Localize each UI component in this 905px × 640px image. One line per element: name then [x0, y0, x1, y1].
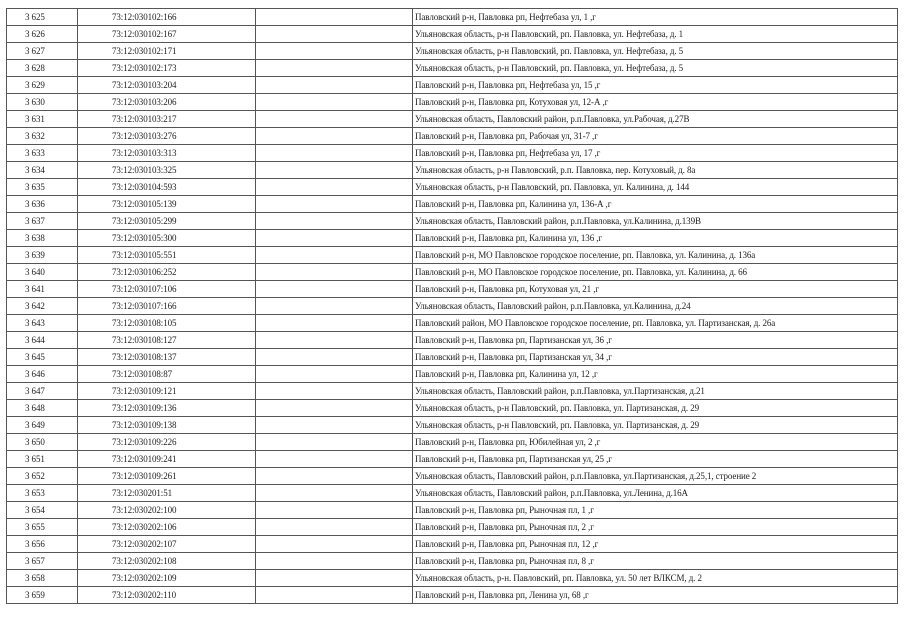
table-row	[7, 451, 898, 468]
table-row	[7, 60, 898, 77]
cadastral-number-cell: 73:12:030102:166	[78, 9, 256, 26]
address-cell: Ульяновская область, р-н. Павловский, рп. Павловка, ул. 50 лет ВЛКСМ, д. 2	[413, 570, 898, 587]
address-cell: Павловский р-н, Павловка рп, Нефтебаза ул, 15 ,г	[413, 77, 898, 94]
address-cell: Павловский р-н, Павловка рп, Нефтебаза ул, 17 ,г	[413, 145, 898, 162]
cadastral-number-cell: 73:12:030109:121	[78, 383, 256, 400]
empty-cell	[256, 332, 413, 349]
empty-cell	[256, 179, 413, 196]
cadastral-number-cell: 73:12:030108:105	[78, 315, 256, 332]
address-cell: Павловский р-н, Павловка рп, Котуховая ул, 12-А ,г	[413, 94, 898, 111]
address-cell: Павловский р-н, Павловка рп, Юбилейная ул, 2 ,г	[413, 434, 898, 451]
row-number-cell: 3 644	[7, 332, 78, 349]
row-number-cell: 3 633	[7, 145, 78, 162]
cadastral-number-cell: 73:12:030107:166	[78, 298, 256, 315]
cadastral-number-cell: 73:12:030103:276	[78, 128, 256, 145]
row-number-cell: 3 625	[7, 9, 78, 26]
cadastral-number-cell: 73:12:030102:167	[78, 26, 256, 43]
table-row	[7, 162, 898, 179]
cadastral-number-cell: 73:12:030202:108	[78, 553, 256, 570]
cadastral-number-cell: 73:12:030104:593	[78, 179, 256, 196]
address-cell: Павловский р-н, Павловка рп, Нефтебаза ул, 1 ,г	[413, 9, 898, 26]
empty-cell	[256, 77, 413, 94]
table-row	[7, 570, 898, 587]
table-row	[7, 43, 898, 60]
empty-cell	[256, 264, 413, 281]
cadastral-number-cell: 73:12:030109:226	[78, 434, 256, 451]
table-row	[7, 9, 898, 26]
row-number-cell: 3 631	[7, 111, 78, 128]
empty-cell	[256, 417, 413, 434]
table-row	[7, 315, 898, 332]
table-row	[7, 281, 898, 298]
cadastral-number-cell: 73:12:030109:241	[78, 451, 256, 468]
row-number-cell: 3 632	[7, 128, 78, 145]
address-cell: Павловский р-н, Павловка рп, Котуховая ул, 21 ,г	[413, 281, 898, 298]
cadastral-number-cell: 73:12:030105:299	[78, 213, 256, 230]
row-number-cell: 3 626	[7, 26, 78, 43]
cadastral-number-cell: 73:12:030109:261	[78, 468, 256, 485]
row-number-cell: 3 645	[7, 349, 78, 366]
row-number-cell: 3 647	[7, 383, 78, 400]
table-row	[7, 349, 898, 366]
table-row	[7, 94, 898, 111]
address-cell: Павловский р-н, МО Павловское городское поселение, рп. Павловка, ул. Калинина, д. 66	[413, 264, 898, 281]
address-cell: Павловский р-н, МО Павловское городское поселение, рп. Павловка, ул. Калинина, д. 136а	[413, 247, 898, 264]
row-number-cell: 3 649	[7, 417, 78, 434]
address-cell: Ульяновская область, Павловский район, р.п.Павловка, ул.Ленина, д.16А	[413, 485, 898, 502]
cadastral-number-cell: 73:12:030108:127	[78, 332, 256, 349]
address-cell: Павловский р-н, Павловка рп, Калинина ул, 12 ,г	[413, 366, 898, 383]
empty-cell	[256, 26, 413, 43]
address-cell: Ульяновская область, Павловский район, р.п.Павловка, ул.Калинина, д.24	[413, 298, 898, 315]
address-cell: Павловский р-н, Павловка рп, Калинина ул, 136-А ,г	[413, 196, 898, 213]
cadastral-number-cell: 73:12:030106:252	[78, 264, 256, 281]
cadastral-number-cell: 73:12:030105:139	[78, 196, 256, 213]
empty-cell	[256, 43, 413, 60]
empty-cell	[256, 9, 413, 26]
address-cell: Ульяновская область, Павловский район, р.п.Павловка, ул.Калинина, д.139В	[413, 213, 898, 230]
address-cell: Ульяновская область, Павловский район, р.п.Павловка, ул.Партизанская, д.21	[413, 383, 898, 400]
empty-cell	[256, 111, 413, 128]
row-number-cell: 3 652	[7, 468, 78, 485]
row-number-cell: 3 646	[7, 366, 78, 383]
address-cell: Павловский р-н, Павловка рп, Рыночная пл, 1 ,г	[413, 502, 898, 519]
row-number-cell: 3 656	[7, 536, 78, 553]
row-number-cell: 3 653	[7, 485, 78, 502]
address-cell: Ульяновская область, р-н Павловский, рп. Павловка, ул. Калинина, д. 144	[413, 179, 898, 196]
row-number-cell: 3 639	[7, 247, 78, 264]
table-row	[7, 485, 898, 502]
table-row	[7, 230, 898, 247]
address-cell: Ульяновская область, р-н Павловский, рп. Павловка, ул. Нефтебаза, д. 5	[413, 60, 898, 77]
row-number-cell: 3 659	[7, 587, 78, 604]
cadastral-number-cell: 73:12:030202:110	[78, 587, 256, 604]
table-row	[7, 77, 898, 94]
empty-cell	[256, 247, 413, 264]
table-row	[7, 468, 898, 485]
address-cell: Ульяновская область, р-н Павловский, рп. Павловка, ул. Партизанская, д. 29	[413, 400, 898, 417]
empty-cell	[256, 468, 413, 485]
empty-cell	[256, 94, 413, 111]
empty-cell	[256, 587, 413, 604]
table-row	[7, 145, 898, 162]
row-number-cell: 3 630	[7, 94, 78, 111]
address-cell: Ульяновская область, р-н Павловский, рп. Павловка, ул. Партизанская, д. 29	[413, 417, 898, 434]
empty-cell	[256, 502, 413, 519]
row-number-cell: 3 638	[7, 230, 78, 247]
row-number-cell: 3 642	[7, 298, 78, 315]
empty-cell	[256, 519, 413, 536]
address-cell: Павловский р-н, Павловка рп, Рабочая ул, 31-7 ,г	[413, 128, 898, 145]
table-row	[7, 213, 898, 230]
address-cell: Ульяновская область, Павловский район, р.п.Павловка, ул.Партизанская, д.25,1, строение 2	[413, 468, 898, 485]
address-cell: Павловский р-н, Павловка рп, Ленина ул, 68 ,г	[413, 587, 898, 604]
cadastral-number-cell: 73:12:030103:217	[78, 111, 256, 128]
table-row	[7, 196, 898, 213]
empty-cell	[256, 485, 413, 502]
table-row	[7, 434, 898, 451]
address-cell: Ульяновская область, р-н Павловский, рп. Павловка, ул. Нефтебаза, д. 1	[413, 26, 898, 43]
address-cell: Павловский р-н, Павловка рп, Партизанская ул, 36 ,г	[413, 332, 898, 349]
table-row	[7, 587, 898, 604]
empty-cell	[256, 145, 413, 162]
cadastral-number-cell: 73:12:030202:107	[78, 536, 256, 553]
table-row	[7, 553, 898, 570]
empty-cell	[256, 281, 413, 298]
row-number-cell: 3 643	[7, 315, 78, 332]
row-number-cell: 3 636	[7, 196, 78, 213]
empty-cell	[256, 366, 413, 383]
table-row	[7, 298, 898, 315]
row-number-cell: 3 627	[7, 43, 78, 60]
address-cell: Павловский р-н, Павловка рп, Калинина ул, 136 ,г	[413, 230, 898, 247]
empty-cell	[256, 162, 413, 179]
row-number-cell: 3 635	[7, 179, 78, 196]
cadastral-number-cell: 73:12:030105:300	[78, 230, 256, 247]
empty-cell	[256, 536, 413, 553]
row-number-cell: 3 629	[7, 77, 78, 94]
cadastral-number-cell: 73:12:030103:204	[78, 77, 256, 94]
cadastral-number-cell: 73:12:030202:100	[78, 502, 256, 519]
address-cell: Павловский р-н, Павловка рп, Партизанская ул, 34 ,г	[413, 349, 898, 366]
empty-cell	[256, 315, 413, 332]
cadastral-number-cell: 73:12:030202:106	[78, 519, 256, 536]
address-cell: Павловский район, МО Павловское городское поселение, рп. Павловка, ул. Партизанская, д. 26а	[413, 315, 898, 332]
address-cell: Ульяновская область, р-н Павловский, рп. Павловка, ул. Нефтебаза, д. 5	[413, 43, 898, 60]
table-row	[7, 247, 898, 264]
table-row	[7, 264, 898, 281]
register-table-body	[7, 9, 898, 604]
register-table	[6, 8, 898, 604]
address-cell: Ульяновская область, Павловский район, р.п.Павловка, ул.Рабочая, д.27В	[413, 111, 898, 128]
empty-cell	[256, 196, 413, 213]
address-cell: Павловский р-н, Павловка рп, Рыночная пл, 8 ,г	[413, 553, 898, 570]
row-number-cell: 3 648	[7, 400, 78, 417]
address-cell: Павловский р-н, Павловка рп, Партизанская ул, 25 ,г	[413, 451, 898, 468]
row-number-cell: 3 650	[7, 434, 78, 451]
cadastral-number-cell: 73:12:030109:136	[78, 400, 256, 417]
empty-cell	[256, 298, 413, 315]
address-cell: Павловский р-н, Павловка рп, Рыночная пл, 2 ,г	[413, 519, 898, 536]
cadastral-number-cell: 73:12:030202:109	[78, 570, 256, 587]
cadastral-number-cell: 73:12:030103:206	[78, 94, 256, 111]
empty-cell	[256, 213, 413, 230]
cadastral-number-cell: 73:12:030107:106	[78, 281, 256, 298]
cadastral-number-cell: 73:12:030102:171	[78, 43, 256, 60]
empty-cell	[256, 451, 413, 468]
table-row	[7, 519, 898, 536]
table-row	[7, 332, 898, 349]
empty-cell	[256, 60, 413, 77]
empty-cell	[256, 400, 413, 417]
empty-cell	[256, 230, 413, 247]
empty-cell	[256, 128, 413, 145]
cadastral-number-cell: 73:12:030105:551	[78, 247, 256, 264]
row-number-cell: 3 641	[7, 281, 78, 298]
cadastral-number-cell: 73:12:030109:138	[78, 417, 256, 434]
table-row	[7, 383, 898, 400]
table-row	[7, 417, 898, 434]
row-number-cell: 3 655	[7, 519, 78, 536]
row-number-cell: 3 651	[7, 451, 78, 468]
row-number-cell: 3 654	[7, 502, 78, 519]
table-row	[7, 366, 898, 383]
row-number-cell: 3 657	[7, 553, 78, 570]
row-number-cell: 3 658	[7, 570, 78, 587]
table-row	[7, 536, 898, 553]
row-number-cell: 3 637	[7, 213, 78, 230]
table-row	[7, 400, 898, 417]
table-row	[7, 179, 898, 196]
row-number-cell: 3 640	[7, 264, 78, 281]
cadastral-number-cell: 73:12:030103:313	[78, 145, 256, 162]
table-row	[7, 502, 898, 519]
address-cell: Ульяновская область, р-н Павловский, р.п. Павловка, пер. Котуховый, д. 8а	[413, 162, 898, 179]
empty-cell	[256, 553, 413, 570]
table-row	[7, 111, 898, 128]
row-number-cell: 3 634	[7, 162, 78, 179]
cadastral-number-cell: 73:12:030108:87	[78, 366, 256, 383]
empty-cell	[256, 434, 413, 451]
table-row	[7, 26, 898, 43]
row-number-cell: 3 628	[7, 60, 78, 77]
empty-cell	[256, 349, 413, 366]
cadastral-number-cell: 73:12:030103:325	[78, 162, 256, 179]
cadastral-number-cell: 73:12:030201:51	[78, 485, 256, 502]
cadastral-number-cell: 73:12:030102:173	[78, 60, 256, 77]
empty-cell	[256, 383, 413, 400]
empty-cell	[256, 570, 413, 587]
address-cell: Павловский р-н, Павловка рп, Рыночная пл, 12 ,г	[413, 536, 898, 553]
cadastral-number-cell: 73:12:030108:137	[78, 349, 256, 366]
table-row	[7, 128, 898, 145]
